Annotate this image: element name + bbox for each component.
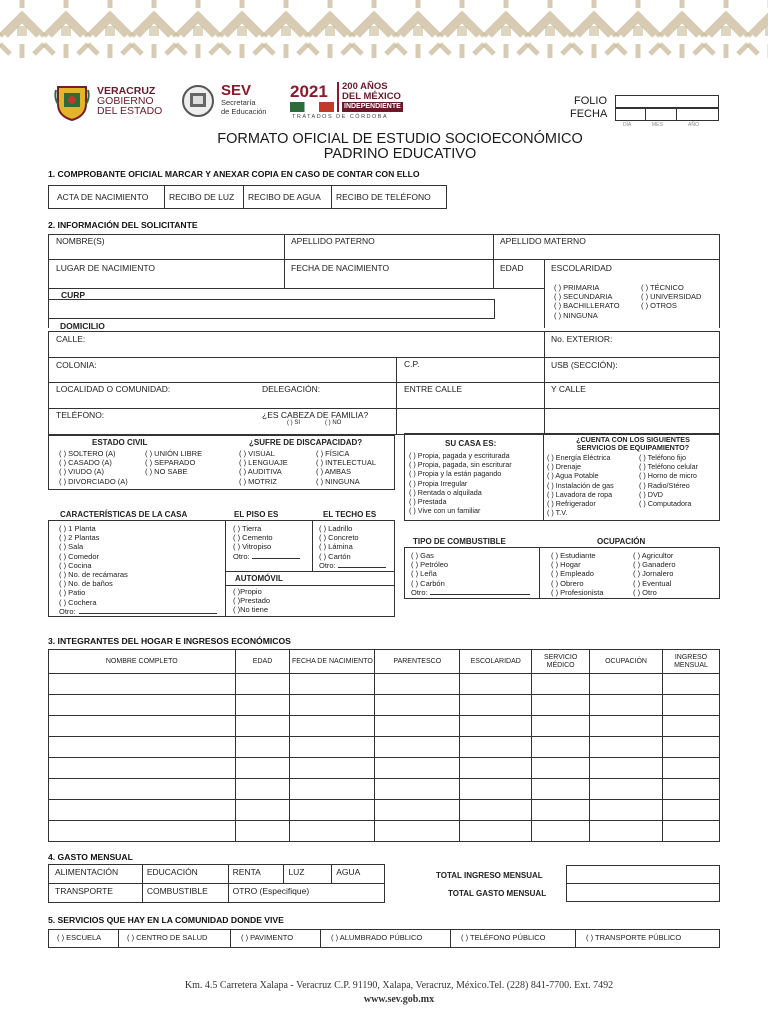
- entre-calle-field[interactable]: ENTRE CALLE: [404, 384, 463, 394]
- table-cell[interactable]: [49, 716, 236, 737]
- casa-equipamiento-box: [404, 433, 720, 521]
- greca-block: [589, 26, 599, 36]
- table-cell[interactable]: [375, 779, 460, 800]
- table-cell[interactable]: [49, 821, 236, 842]
- gasto-combustible-field[interactable]: COMBUSTIBLE: [142, 884, 228, 903]
- table-cell[interactable]: [290, 737, 375, 758]
- table-cell[interactable]: [532, 674, 590, 695]
- estado-civil-title: ESTADO CIVIL: [92, 438, 148, 447]
- table-cell[interactable]: [460, 821, 532, 842]
- greca-block: [369, 26, 379, 36]
- fecha-field[interactable]: [615, 108, 719, 121]
- combustible-ocupacion-box: [404, 547, 720, 599]
- footer-address: Km. 4.5 Carretera Xalapa - Veracruz C.P. 91190, Xalapa, Veracruz, México.Tel. (228) 841-7700. Ext. 7492: [184, 980, 614, 991]
- total-gasto-label: TOTAL GASTO MENSUAL: [448, 889, 547, 898]
- table-cell[interactable]: [460, 695, 532, 716]
- logo-divider: [337, 82, 339, 112]
- table-cell[interactable]: [290, 779, 375, 800]
- table-cell[interactable]: [460, 779, 532, 800]
- sev-logo-text: SEV Secretaría de Educación: [221, 82, 267, 116]
- col-edad: EDAD: [235, 650, 290, 674]
- table-cell[interactable]: [532, 695, 590, 716]
- estado-civil-options-2[interactable]: ( ) UNIÓN LIBRE ( ) SEPARADO ( ) NO SABE: [145, 449, 203, 477]
- telefono-field[interactable]: TELÉFONO:: [56, 410, 105, 420]
- discapacidad-options-1[interactable]: ( ) VISUAL ( ) LENGUAJE ( ) AUDITIVA ( ) MOTRIZ: [239, 449, 288, 486]
- cabeza-familia-label: ¿ES CABEZA DE FAMILIA?: [262, 410, 369, 420]
- recibo-telefono-option[interactable]: RECIBO DE TELÉFONO: [332, 186, 447, 209]
- gasto-agua-field[interactable]: AGUA: [332, 865, 385, 884]
- gasto-mensual-table: [48, 864, 385, 903]
- caracteristicas-options[interactable]: ( ) 1 Planta ( ) 2 Plantas ( ) Sala ( ) Comedor ( ) Cocina ( ) No. de recámaras ( ) No. de baños ( ) Patio ( ) Cochera: [59, 524, 128, 607]
- table-row: [49, 758, 720, 779]
- total-gasto-field[interactable]: [566, 883, 720, 902]
- table-cell[interactable]: [235, 821, 290, 842]
- curp-field[interactable]: [48, 299, 495, 319]
- escolaridad-options-1[interactable]: ( ) PRIMARIA ( ) SECUNDARIA ( ) BACHILLERATO ( ) NINGUNA: [554, 283, 620, 320]
- colonia-field[interactable]: COLONIA:: [56, 360, 97, 370]
- greca-block: [105, 26, 115, 36]
- decorative-pattern-banner: [0, 0, 768, 58]
- discapacidad-title: ¿SUFRE DE DISCAPACIDAD?: [249, 438, 363, 447]
- tratados-text: TRATADOS DE CÓRDOBA: [292, 114, 389, 120]
- comprobantes-table: [48, 185, 447, 209]
- piso-title: EL PISO ES: [234, 510, 279, 519]
- greca-block: [721, 26, 731, 36]
- nombre-row: [48, 234, 720, 260]
- caracteristicas-title: CARACTERÍSTICAS DE LA CASA: [60, 510, 188, 519]
- table-cell[interactable]: [235, 758, 290, 779]
- ocupacion-options-1[interactable]: ( ) Estudiante ( ) Hogar ( ) Empleado ( ) Obrero ( ) Profesionista: [551, 551, 604, 597]
- acta-nacimiento-option[interactable]: ACTA DE NACIMIENTO: [49, 186, 165, 209]
- escolaridad-options-2[interactable]: ( ) TÉCNICO ( ) UNIVERSIDAD ( ) OTROS: [641, 283, 702, 311]
- table-cell[interactable]: [49, 674, 236, 695]
- gasto-otro-field[interactable]: OTRO (Especifique): [228, 884, 384, 903]
- table-cell[interactable]: [235, 800, 290, 821]
- veracruz-shield-icon: [54, 84, 90, 122]
- col-parentesco: PARENTESCO: [375, 650, 460, 674]
- table-cell[interactable]: [235, 779, 290, 800]
- veracruz-logo-text: VERACRUZ GOBIERNO DEL ESTADO: [97, 85, 163, 117]
- section-1-title: 1. COMPROBANTE OFICIAL MARCAR Y ANEXAR COPIA EN CASO DE CONTAR CON ELLO: [48, 169, 420, 179]
- table-cell[interactable]: [590, 716, 663, 737]
- table-cell[interactable]: [290, 821, 375, 842]
- table-cell[interactable]: [235, 695, 290, 716]
- domicilio-label: DOMICILIO: [60, 321, 105, 331]
- cabeza-familia-si[interactable]: ( ) SI: [287, 420, 300, 426]
- table-cell[interactable]: [375, 695, 460, 716]
- table-cell[interactable]: [590, 821, 663, 842]
- combustible-title: TIPO DE COMBUSTIBLE: [413, 537, 506, 546]
- table-cell[interactable]: [532, 800, 590, 821]
- table-cell[interactable]: [663, 716, 720, 737]
- section-4-title: 4. GASTO MENSUAL: [48, 852, 133, 862]
- table-cell[interactable]: [49, 758, 236, 779]
- section-3-title: 3. INTEGRANTES DEL HOGAR E INGRESOS ECONÓMICOS: [48, 636, 291, 646]
- sev-shield-icon: [180, 83, 216, 119]
- table-cell[interactable]: [375, 800, 460, 821]
- localidad-field[interactable]: LOCALIDAD O COMUNIDAD:: [56, 384, 171, 394]
- table-cell[interactable]: [290, 716, 375, 737]
- nombre-field[interactable]: NOMBRE(S): [56, 236, 105, 246]
- estado-civil-discapacidad-box: [48, 435, 395, 490]
- table-row: [49, 695, 720, 716]
- greca-block: [17, 26, 27, 36]
- servicio-transporte[interactable]: ( ) TRANSPORTE PÚBLICO: [576, 930, 720, 948]
- section-2-title: 2. INFORMACIÓN DEL SOLICITANTE: [48, 220, 198, 230]
- table-cell[interactable]: [375, 716, 460, 737]
- integrantes-table: [48, 649, 720, 842]
- table-cell[interactable]: [290, 758, 375, 779]
- greca-block: [633, 26, 643, 36]
- cp-field[interactable]: C.P.: [404, 359, 420, 369]
- table-cell[interactable]: [663, 821, 720, 842]
- fecha-ano-label: AÑO: [688, 122, 699, 128]
- gasto-renta-field[interactable]: RENTA: [228, 865, 284, 884]
- greca-block: [501, 26, 511, 36]
- ocupacion-title: OCUPACIÓN: [597, 537, 646, 546]
- fecha-mes-label: MES: [652, 122, 663, 128]
- table-cell[interactable]: [49, 779, 236, 800]
- table-cell[interactable]: [49, 737, 236, 758]
- gasto-luz-field[interactable]: LUZ: [284, 865, 332, 884]
- table-cell[interactable]: [290, 695, 375, 716]
- y-calle-field[interactable]: Y CALLE: [551, 384, 586, 394]
- equipamiento-options-2[interactable]: ( ) Teléfono fijo ( ) Teléfono celular ( ) Horno de micro ( ) Radio/Stéreo ( ) DVD ( ) Computadora: [639, 453, 698, 509]
- apellido-materno-field[interactable]: APELLIDO MATERNO: [500, 236, 586, 246]
- ocupacion-options-2[interactable]: ( ) Agricultor ( ) Ganadero ( ) Jornalero ( ) Eventual ( ) Otro: [633, 551, 676, 597]
- table-cell[interactable]: [532, 821, 590, 842]
- table-cell[interactable]: [590, 779, 663, 800]
- table-cell[interactable]: [460, 716, 532, 737]
- table-cell[interactable]: [590, 695, 663, 716]
- curp-label: CURP: [61, 290, 86, 300]
- servicio-alumbrado[interactable]: ( ) ALUMBRADO PÚBLICO: [321, 930, 451, 948]
- col-servicio-medico: SERVICIO MÉDICO: [532, 650, 590, 674]
- table-cell[interactable]: [590, 758, 663, 779]
- table-cell[interactable]: [663, 779, 720, 800]
- gasto-educacion-field[interactable]: EDUCACIÓN: [142, 865, 228, 884]
- no-exterior-field[interactable]: No. EXTERIOR:: [551, 334, 613, 344]
- techo-options[interactable]: ( ) Ladrillo ( ) Concreto ( ) Lámina ( ) Cartón Otro:: [319, 524, 386, 570]
- form-title: FORMATO OFICIAL DE ESTUDIO SOCIOECONÓMICO PADRINO EDUCATIVO: [217, 131, 583, 162]
- table-cell[interactable]: [375, 821, 460, 842]
- table-cell[interactable]: [460, 800, 532, 821]
- table-row: [49, 821, 720, 842]
- servicio-escuela[interactable]: ( ) ESCUELA: [49, 930, 119, 948]
- bicentenario-text: 200 AÑOS DEL MÉXICO INDEPENDIENTE: [342, 81, 401, 110]
- recibo-luz-option[interactable]: RECIBO DE LUZ: [165, 186, 244, 209]
- footer-website[interactable]: www.sev.gob.mx: [363, 994, 435, 1005]
- edad-field[interactable]: EDAD: [500, 263, 524, 273]
- automovil-title: AUTOMÓVIL: [235, 574, 283, 583]
- table-cell[interactable]: [235, 737, 290, 758]
- equipamiento-title: ¿CUENTA CON LOS SIGUIENTES SERVICIOS DE EQUIPAMIENTO?: [576, 435, 690, 452]
- equipamiento-options-1[interactable]: ( ) Energía Eléctrica ( ) Drenaje ( ) Agua Potable ( ) Instalación de gas ( ) Lavadora de ropa ( ) Refrigerador ( ) T.V.: [547, 453, 614, 518]
- gasto-transporte-field[interactable]: TRANSPORTE: [49, 884, 143, 903]
- combustible-options[interactable]: ( ) Gas ( ) Petróleo ( ) Leña ( ) Carbón Otro:: [411, 551, 530, 597]
- greca-block: [193, 26, 203, 36]
- calle-field[interactable]: CALLE:: [56, 334, 86, 344]
- total-ingreso-field[interactable]: [566, 865, 720, 884]
- su-casa-options[interactable]: ( ) Propia, pagada y escriturada ( ) Propia, pagada, sin escriturar ( ) Propia y la están pagando ( ) Propia Irregular ( ) Rentada o alquilada ( ) Prestada ( ) Vive con un familiar: [409, 451, 512, 516]
- table-cell[interactable]: [663, 758, 720, 779]
- recibo-agua-option[interactable]: RECIBO DE AGUA: [244, 186, 332, 209]
- folio-field[interactable]: [615, 95, 719, 108]
- caracteristicas-otro-field[interactable]: Otro:: [59, 607, 217, 616]
- table-cell[interactable]: [235, 674, 290, 695]
- servicio-telefono[interactable]: ( ) TELÉFONO PÚBLICO: [451, 930, 576, 948]
- vivienda-box: [48, 520, 395, 617]
- apellido-paterno-field[interactable]: APELLIDO PATERNO: [291, 236, 375, 246]
- table-cell[interactable]: [663, 737, 720, 758]
- escolaridad-label: ESCOLARIDAD: [551, 263, 612, 273]
- table-cell[interactable]: [532, 779, 590, 800]
- greca-block: [325, 26, 335, 36]
- table-cell[interactable]: [532, 716, 590, 737]
- usb-seccion-field[interactable]: USB (SECCIÓN):: [551, 360, 618, 370]
- table-cell[interactable]: [590, 737, 663, 758]
- table-cell[interactable]: [290, 800, 375, 821]
- table-cell[interactable]: [460, 737, 532, 758]
- greca-block: [237, 26, 247, 36]
- discapacidad-options-2[interactable]: ( ) FÍSICA ( ) INTELECTUAL ( ) AMBAS ( ) NINGUNA: [316, 449, 377, 486]
- servicio-centro-salud[interactable]: ( ) CENTRO DE SALUD: [119, 930, 231, 948]
- servicio-pavimento[interactable]: ( ) PAVIMENTO: [231, 930, 321, 948]
- table-row: [49, 716, 720, 737]
- su-casa-title: SU CASA ES:: [445, 439, 497, 448]
- delegacion-field[interactable]: DELEGACIÓN:: [262, 384, 321, 394]
- fecha-dia-label: DÍA: [623, 122, 632, 128]
- fecha-nacimiento-field[interactable]: FECHA DE NACIMIENTO: [291, 263, 390, 273]
- table-row: [49, 800, 720, 821]
- estado-civil-options-1[interactable]: ( ) SOLTERO (A) ( ) CASADO (A) ( ) VIUDO (A) ( ) DIVORCIADO (A): [59, 449, 128, 486]
- table-row: [49, 779, 720, 800]
- table-cell[interactable]: [532, 758, 590, 779]
- greca-block: [677, 26, 687, 36]
- table-cell[interactable]: [590, 800, 663, 821]
- section-5-title: 5. SERVICIOS QUE HAY EN LA COMUNIDAD DONDE VIVE: [48, 915, 284, 925]
- flag-icon: [290, 102, 334, 112]
- techo-title: EL TECHO ES: [323, 510, 377, 519]
- total-ingreso-label: TOTAL INGRESO MENSUAL: [436, 871, 543, 880]
- piso-options[interactable]: ( ) Tierra ( ) Cemento ( ) Vitropiso Otro:: [233, 524, 300, 561]
- table-cell[interactable]: [375, 674, 460, 695]
- bicentenario-logo: 2021: [290, 83, 334, 112]
- greca-pattern-icon: [0, 0, 768, 58]
- table-cell[interactable]: [49, 695, 236, 716]
- folio-label: FOLIO: [574, 95, 608, 107]
- table-row: [49, 674, 720, 695]
- table-cell[interactable]: [460, 758, 532, 779]
- greca-block: [149, 26, 159, 36]
- gasto-alimentacion-field[interactable]: ALIMENTACIÓN: [49, 865, 143, 884]
- table-cell[interactable]: [663, 800, 720, 821]
- table-cell[interactable]: [590, 674, 663, 695]
- table-cell[interactable]: [290, 674, 375, 695]
- table-cell[interactable]: [663, 674, 720, 695]
- fecha-label: FECHA: [570, 108, 608, 120]
- col-ocupacion: OCUPACIÓN: [590, 650, 663, 674]
- table-cell[interactable]: [375, 737, 460, 758]
- greca-block: [457, 26, 467, 36]
- servicios-comunidad-table: [48, 929, 720, 948]
- greca-block: [281, 26, 291, 36]
- table-row: [49, 737, 720, 758]
- table-cell[interactable]: [375, 758, 460, 779]
- table-cell[interactable]: [49, 800, 236, 821]
- table-cell[interactable]: [532, 737, 590, 758]
- col-nombre-completo: NOMBRE COMPLETO: [49, 650, 236, 674]
- table-cell[interactable]: [460, 674, 532, 695]
- greca-block: [61, 26, 71, 36]
- col-ingreso-mensual: INGRESO MENSUAL: [663, 650, 720, 674]
- domicilio-block: [48, 331, 720, 435]
- greca-block: [545, 26, 555, 36]
- cabeza-familia-no[interactable]: ( ) NO: [325, 420, 342, 426]
- col-escolaridad: ESCOLARIDAD: [460, 650, 532, 674]
- greca-block: [413, 26, 423, 36]
- col-fecha-nacimiento: FECHA DE NACIMIENTO: [290, 650, 375, 674]
- table-cell[interactable]: [663, 695, 720, 716]
- table-cell[interactable]: [235, 716, 290, 737]
- lugar-nacimiento-field[interactable]: LUGAR DE NACIMIENTO: [56, 263, 156, 273]
- automovil-options[interactable]: ( )Propio ( )Prestado ( )No tiene: [233, 587, 271, 615]
